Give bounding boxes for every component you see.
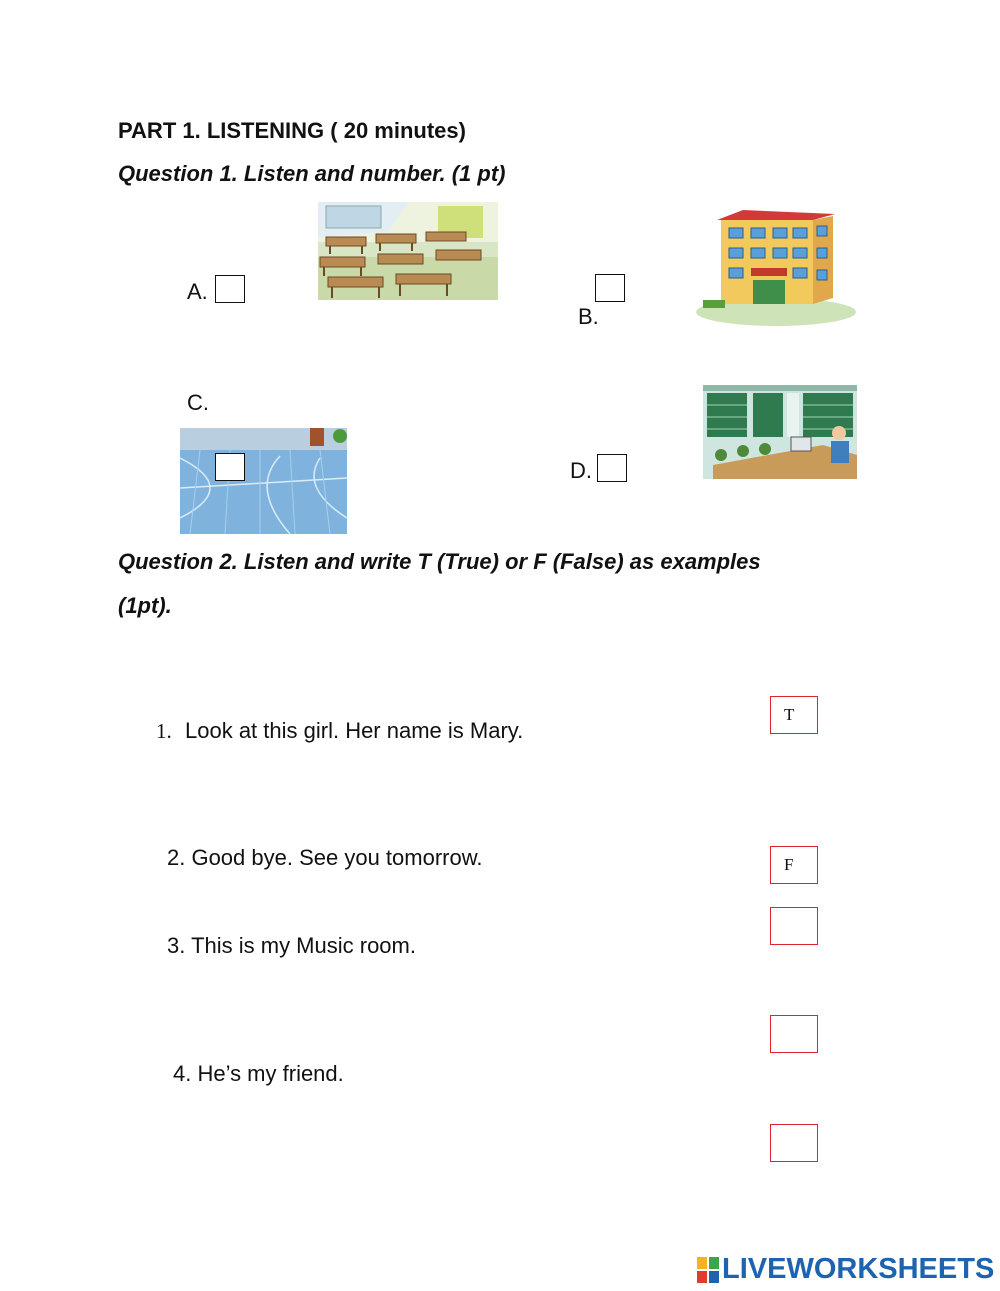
option-d-label: D. <box>570 458 592 483</box>
statement-5-answer-box[interactable] <box>770 1124 818 1162</box>
gym-court-image <box>180 428 347 534</box>
statement-4-text: 4. He’s my friend. <box>173 1061 344 1086</box>
question-1-title: Question 1. Listen and number. (1 pt) <box>118 161 506 186</box>
library-image <box>703 385 857 479</box>
statement-1-text: Look at this girl. Her name is Mary. <box>185 718 524 743</box>
option-d-answer-box[interactable] <box>597 454 627 482</box>
part-heading: PART 1. LISTENING ( 20 minutes) <box>118 118 466 143</box>
statement-1-number: 1. <box>156 719 172 743</box>
option-b-answer-box[interactable] <box>595 274 625 302</box>
option-c-label: C. <box>187 390 209 415</box>
liveworksheets-logo-icon <box>697 1257 719 1283</box>
option-b-label: B. <box>578 304 599 329</box>
classroom-desks-image <box>318 202 498 300</box>
statement-3-answer-box[interactable] <box>770 907 818 945</box>
statement-2-answer-box[interactable]: F <box>770 846 818 884</box>
question-2-title: Question 2. Listen and write T (True) or F (False) as examples <box>118 549 761 574</box>
statement-3-text: 3. This is my Music room. <box>167 933 416 958</box>
school-building-image <box>695 204 857 326</box>
option-a-answer-box[interactable] <box>215 275 245 303</box>
question-2-title-cont: (1pt). <box>118 593 172 618</box>
statement-2-text: 2. Good bye. See you tomorrow. <box>167 845 483 870</box>
option-a-label: A. <box>187 279 208 304</box>
statement-4-answer-box[interactable] <box>770 1015 818 1053</box>
statement-1-answer-box[interactable]: T <box>770 696 818 734</box>
liveworksheets-brand: LIVEWORKSHEETS <box>722 1253 995 1285</box>
option-c-answer-box[interactable] <box>215 453 245 481</box>
